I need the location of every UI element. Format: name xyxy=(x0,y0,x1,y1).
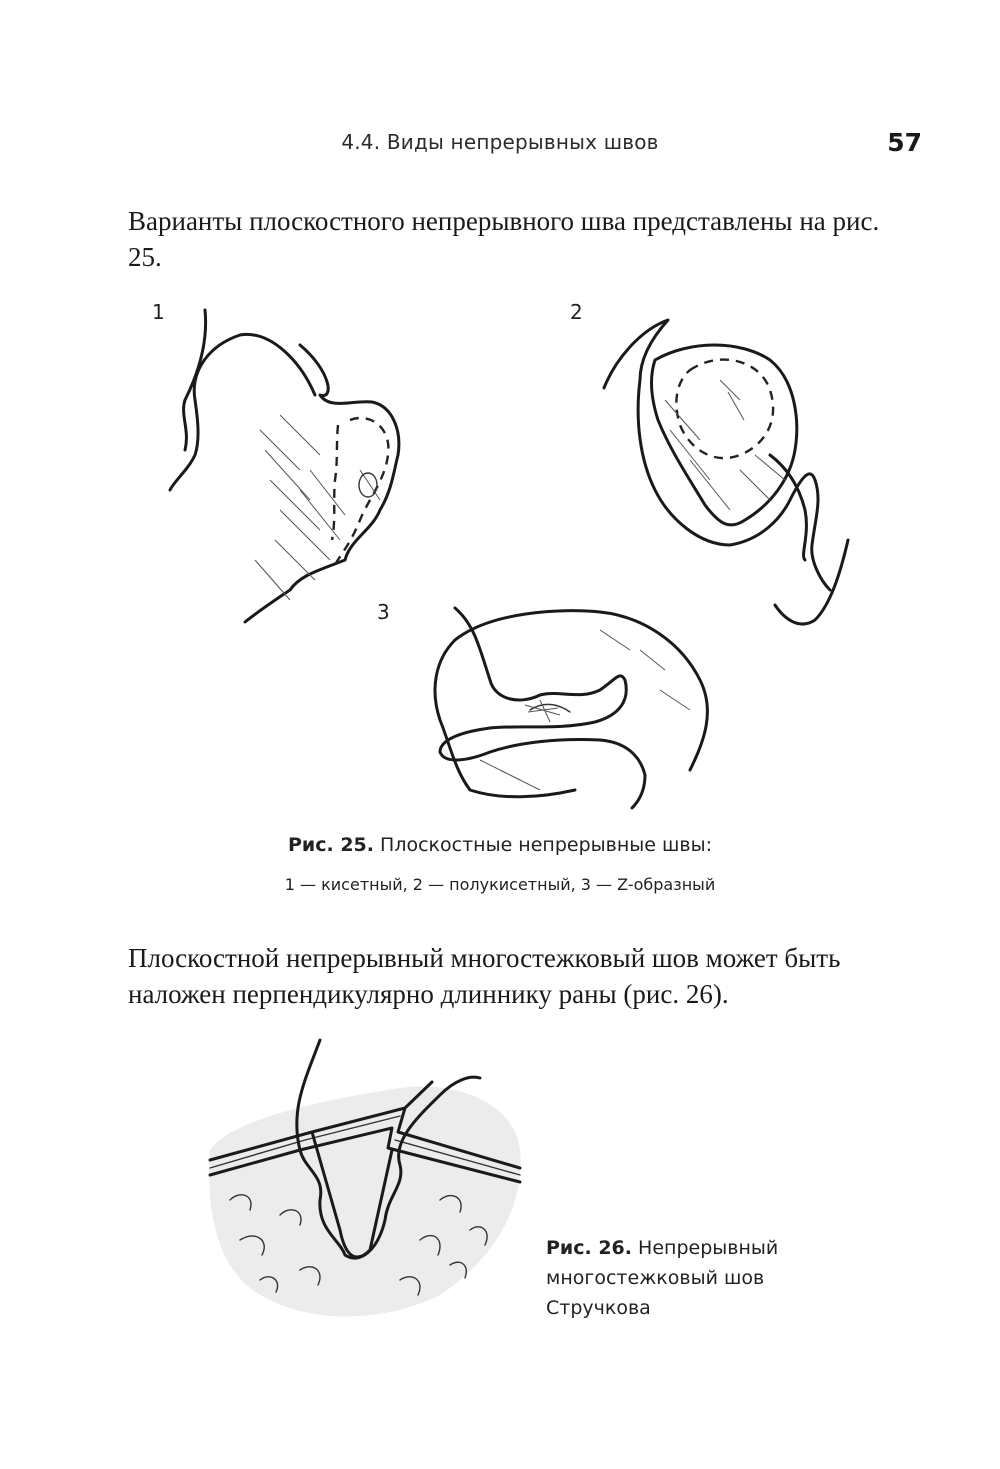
figure-label-2: 2 xyxy=(570,300,583,324)
page-number: 57 xyxy=(887,128,922,157)
figure-26-caption-text: Непрерывный многостежковый шов Стручкова xyxy=(546,1237,779,1319)
figure-25-caption-legend: 1 — кисетный, 2 — полукисетный, 3 — Z-образный xyxy=(284,875,716,894)
figure-25-caption xyxy=(0,834,1000,856)
running-title: 4.4. Виды непрерывных швов xyxy=(341,130,659,154)
paragraph-figure-26-intro: Плоскостной непрерывный многостежковый шов может быть наложен перпендикулярно длиннику раны (рис. 26). xyxy=(128,943,841,1009)
struchkov-suture-drawing xyxy=(209,1040,520,1316)
figure-label-1: 1 xyxy=(152,300,165,324)
figure-label-3: 3 xyxy=(377,600,390,624)
paragraph-intro: Варианты плоскостного непрерывного шва представлены на рис. 25. xyxy=(128,206,880,272)
figure-25-caption-text: Плоскостные непрерывные швы: xyxy=(374,834,712,856)
figure-26-caption xyxy=(546,1233,846,1323)
z-shaped-suture-drawing xyxy=(435,608,707,808)
semi-purse-string-suture-drawing xyxy=(604,320,848,624)
figure-25-caption-label: Рис. 25. xyxy=(288,834,374,856)
purse-string-suture-drawing xyxy=(170,310,399,622)
figure-26-caption-label: Рис. 26. xyxy=(546,1237,632,1259)
